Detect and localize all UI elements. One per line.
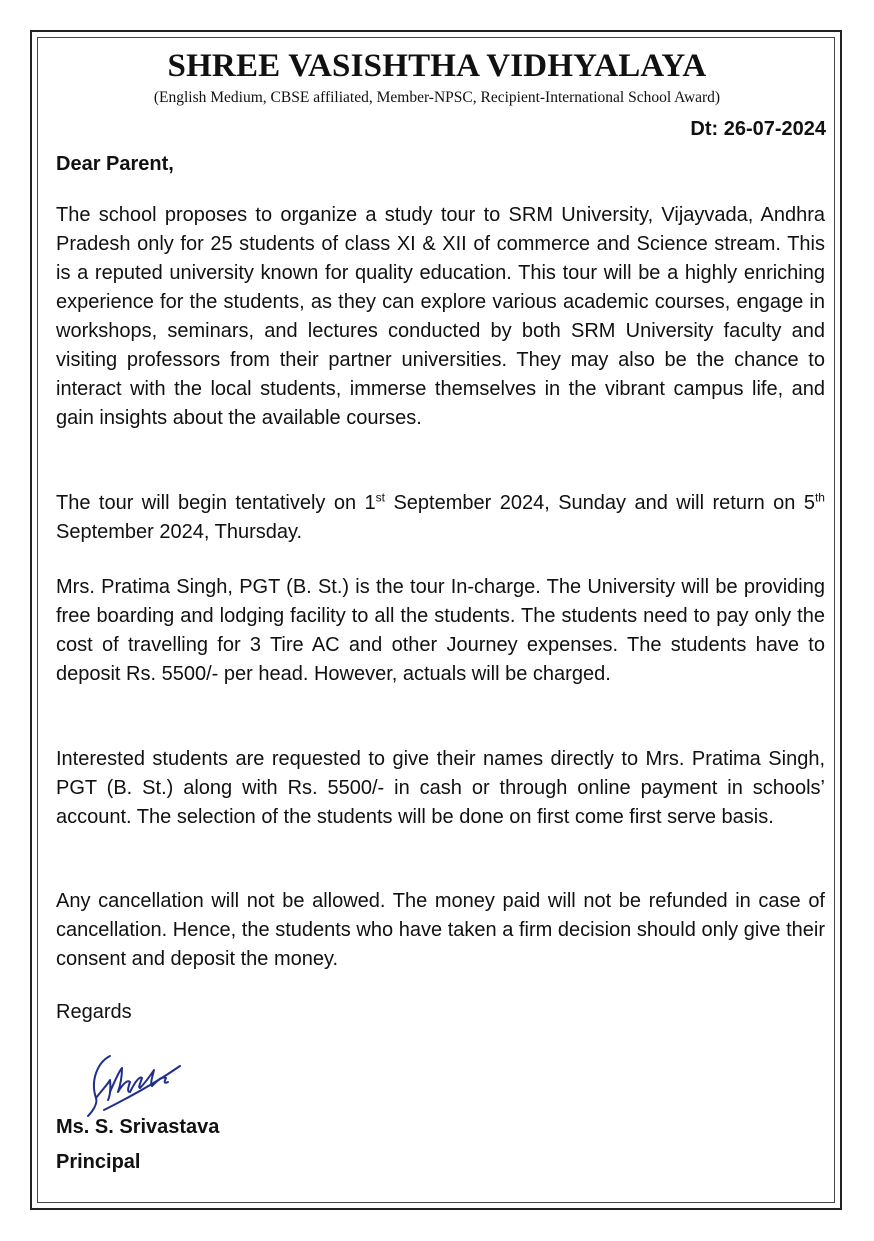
signer-name: Ms. S. Srivastava <box>56 1116 220 1138</box>
tour-dates-text: September 2024, Thursday. <box>56 521 303 543</box>
principal-signature <box>80 1040 190 1120</box>
paragraph-registration: Interested students are requested to give their names directly to Mrs. Pratima Singh, PGT (B. St.) along with Rs. 5500/- in cash or through online payment in schools’ account. The selection of the students will be done on first come first serve basis. <box>56 748 825 828</box>
paragraph-tour-intro: The school proposes to organize a study tour to SRM University, Vijayvada, Andhra Pradesh only for 25 students of class XI & XII of commerce and Science stream. This is a reputed university known for quality education. This tour will be a highly enriching experience for the students, as they can explore various academic courses, engage in workshops, seminars, and lectures conducted by both SRM University faculty and visiting professors from their partner universities. They may also be the chance to interact with the local students, immerse themselves in the vibrant campus life, and gain insights about the available courses. <box>56 204 825 429</box>
signer-title: Principal <box>56 1151 141 1173</box>
tour-dates-text: September 2024, Sunday and will return on 5 <box>385 492 815 514</box>
closing-regards: Regards <box>56 1001 132 1023</box>
paragraph-incharge-costs: Mrs. Pratima Singh, PGT (B. St.) is the tour In-charge. The University will be providing free boarding and lodging facility to all the students. The students need to pay only the cost of travelling for 3 Tire AC and other Journey expenses. The students have to deposit Rs. 5500/- per head. However, actuals will be charged. <box>56 576 825 685</box>
ordinal-suffix: th <box>814 490 825 505</box>
paragraph-cancellation: Any cancellation will not be allowed. The money paid will not be refunded in case of cancellation. Hence, the students who have taken a firm decision should only give their consent and deposit the money. <box>56 890 825 970</box>
school-name: SHREE VASISHTHA VIDHYALAYA <box>167 48 707 84</box>
school-subtitle: (English Medium, CBSE affiliated, Member-NPSC, Recipient-International School Award) <box>153 89 721 106</box>
tour-dates-text: The tour will begin tentatively on 1 <box>56 492 376 514</box>
letter-date: Dt: 26-07-2024 <box>690 118 826 140</box>
salutation: Dear Parent, <box>56 153 174 175</box>
ordinal-suffix: st <box>375 490 386 505</box>
paragraph-tour-dates <box>56 489 825 547</box>
